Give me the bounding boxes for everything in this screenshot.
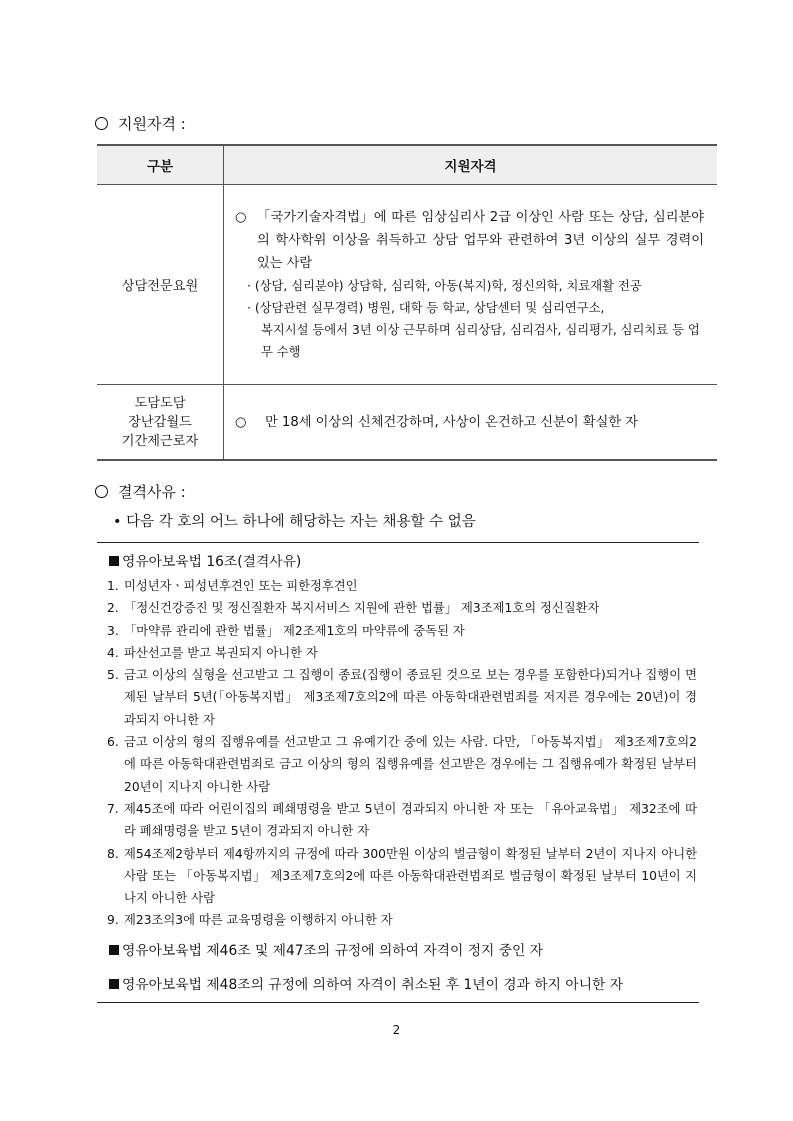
list-item [107,843,699,910]
square-bullet-icon [109,945,119,955]
item-text: 「정신건강증진 및 정신질환자 복지서비스 지원에 관한 법률」 제3조제1호의 정신질환자 [124,601,600,616]
item-text: 파산선고를 받고 복권되지 아니한 자 [124,645,318,660]
disqualification-title-text: 결격사유 : [118,483,186,501]
square-bullet-icon [109,556,119,566]
header-category: 구분 [97,145,224,185]
list-item [107,642,699,664]
row-category-counselor: 상담전문요원 [97,185,224,385]
item-number: 1. [107,579,119,593]
table-header-row [97,145,717,185]
disqualification-bullet: • 다음 각 호의 어느 하나에 해당하는 자는 채용할 수 없음 [113,514,476,530]
circle-bullet-icon [95,485,108,498]
circle-bullet-icon [95,117,108,130]
qualification-sub-line-2-first: · (상담관련 실무경력) 병원, 대학 등 학교, 상담센터 및 심리연구소, [247,301,605,315]
category-line: 기간제근로자 [121,433,199,449]
item-number: 7. [107,801,119,816]
item-number: 2. [107,601,119,616]
item-number: 8. [107,846,119,861]
law-heading-text: 영유아보육법 16조(결격사유) [122,554,302,570]
law-footnote-text: 영유아보육법 제48조의 규정에 의하여 자격이 취소된 후 1년이 경과 하지 아니한 자 [122,976,624,993]
law-heading [109,549,699,575]
circle-marker: ○ [235,414,247,430]
circle-marker: ○ [235,210,247,225]
qualification-sub-line-2-cont: 복지시설 등에서 3년 이상 근무하며 심리상담, 심리검사, 심리평가, 심리치료 등 업무 수행 [261,323,700,359]
list-item [107,731,699,798]
item-text: 제23조의3에 따른 교육명령을 이행하지 아니한 자 [124,913,393,928]
item-text: 금고 이상의 형의 집행유예를 선고받고 그 유예기간 중에 있는 사람. 다만, 「아동복지법」 제3조제7호의2에 따른 아동학대관련범죄로 금고 이상의 형의 집행유예를 선고받은 경우에는 그 집행유예가 확정된 날부터 20년이 지나지 아니한 사람 [124,735,697,794]
qualification-table [97,144,717,461]
item-number: 3. [107,623,119,638]
table-row [97,185,717,385]
qualification-section-title [95,113,186,134]
qualification-main-line [235,206,708,275]
table-row [97,385,717,461]
list-item [107,664,699,731]
row-qualification-counselor [224,185,718,385]
list-item [107,575,699,597]
item-number: 6. [107,735,119,750]
item-number: 4. [107,645,119,660]
item-text: 미성년자ㆍ피성년후견인 또는 피한정후견인 [124,579,358,593]
qualification-main-line [235,411,708,434]
category-line: 장난감월드 [128,414,192,430]
disqualification-section-title [95,481,186,502]
disqualification-list [97,575,699,932]
qualification-sub-line-2 [235,297,708,363]
item-text: 제54조제2항부터 제4항까지의 규정에 따라 300만원 이상의 벌금형이 확정된 날부터 2년이 지나지 아니한 사람 또는 「아동복지법」 제3조제7호의2에 따른 아동학대관련범죄로 벌금형이 확정된 날부터 10년이 지나지 아니한 사람 [124,846,697,906]
list-item [107,620,699,642]
header-qualification: 지원자격 [224,145,718,185]
list-item [107,909,699,931]
item-number: 9. [107,913,119,928]
item-text: 제45조에 따라 어린이집의 폐쇄명령을 받고 5년이 경과되지 아니한 자 또는 「유아교육법」 제32조에 따라 폐쇄명령을 받고 5년이 경과되지 아니한 자 [124,801,697,839]
qualification-main-text: 만 18세 이상의 신체건강하며, 사상이 온건하고 신분이 확실한 자 [265,414,638,430]
item-text: 「마약류 관리에 관한 법률」 제2조제1호의 마약류에 중독된 자 [124,623,465,638]
item-text: 금고 이상의 실형을 선고받고 그 집행이 종료(집행이 종료된 것으로 보는 경우를 포함한다)되거나 집행이 면제된 날부터 5년(「아동복지법」 제3조제7호의2에 따른 아동학대관련범죄를 저지른 경우에는 20년)이 경과되지 아니한 자 [124,668,697,727]
law-footnote-revoked [109,972,699,998]
square-bullet-icon [109,979,119,989]
qualification-sub-line-1: · (상담, 심리분야) 상담학, 심리학, 아동(복지)학, 정신의학, 치료재활 전공 [247,279,642,293]
item-number: 5. [107,668,119,683]
category-line: 도담도담 [134,395,186,411]
law-footnote-text: 영유아보육법 제46조 및 제47조의 규정에 의하여 자격이 정지 중인 자 [122,942,544,959]
qualification-main-text: 「국가기술자격법」에 따른 임상심리사 2급 이상인 사람 또는 상담, 심리분야의 학사학위 이상을 취득하고 상담 업무와 관련하여 3년 이상의 실무 경력이 있는 사람 [257,210,704,271]
disqualification-box [97,542,699,1003]
list-item [107,597,699,619]
qualification-title-text: 지원자격 : [118,115,186,133]
law-footnote-suspended [109,938,699,964]
row-category-worker [97,385,224,461]
page-number: 2 [392,1023,401,1037]
row-qualification-worker [224,385,718,461]
list-item [107,798,699,843]
